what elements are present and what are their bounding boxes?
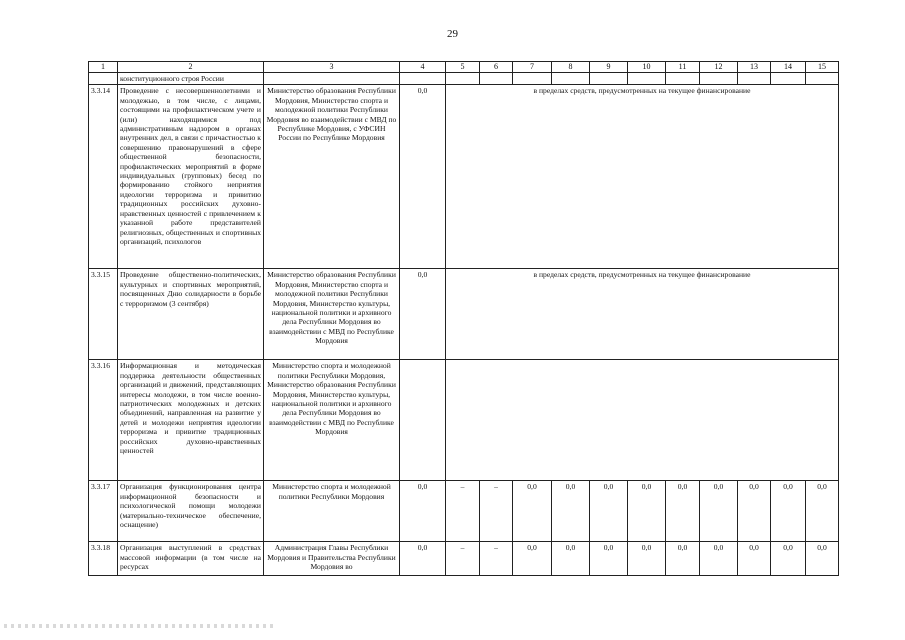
value-cell: – bbox=[446, 542, 480, 576]
value-cell: 0,0 bbox=[700, 542, 738, 576]
value-cell: 0,0 bbox=[806, 542, 839, 576]
value-cell: 0,0 bbox=[628, 481, 666, 542]
measure-description: Информационная и методическая поддержка деятельности общественных организаций и движений, представляющих интересы молодежи, в том числе военно-патриотических молодежных и детских объединений, направленная на развитие у детей и молодежи неприятия идеологии терроризма и привитие традиционных российских духовно-нравственных ценностей bbox=[118, 360, 264, 481]
col-header: 12 bbox=[700, 62, 738, 73]
table-row bbox=[89, 542, 839, 576]
table-row bbox=[89, 481, 839, 542]
measure-description: Организация функционирования центра информационной безопасности и психологической помощи молодежи (материально-техническое обеспечение, оснащение) bbox=[118, 481, 264, 542]
table-row bbox=[89, 269, 839, 360]
col-header: 9 bbox=[590, 62, 628, 73]
header-row bbox=[89, 62, 839, 73]
value-cell: 0,0 bbox=[400, 85, 446, 269]
value-cell: 0,0 bbox=[400, 269, 446, 360]
value-cell: 0,0 bbox=[806, 481, 839, 542]
table-row bbox=[89, 85, 839, 269]
col-header: 5 bbox=[446, 62, 480, 73]
value-cell: 0,0 bbox=[771, 542, 806, 576]
value-cell: 0,0 bbox=[552, 481, 590, 542]
value-cell: 0,0 bbox=[666, 481, 700, 542]
value-cell: 0,0 bbox=[738, 542, 771, 576]
measure-description: Организация выступлений в средствах массовой информации (в том числе на ресурсах bbox=[118, 542, 264, 576]
col-header: 7 bbox=[513, 62, 552, 73]
executor: Администрация Главы Республики Мордовия и Правительства Республики Мордовия во bbox=[264, 542, 400, 576]
scan-noise bbox=[4, 624, 274, 628]
col-header: 4 bbox=[400, 62, 446, 73]
row-number: 3.3.17 bbox=[89, 481, 118, 542]
value-cell: 0,0 bbox=[666, 542, 700, 576]
measure-description: Проведение общественно-политических, культурных и спортивных мероприятий, посвященных Дню солидарности в борьбе с терроризмом (3 сентября) bbox=[118, 269, 264, 360]
col-header: 11 bbox=[666, 62, 700, 73]
program-table bbox=[88, 61, 839, 576]
value-cell: 0,0 bbox=[513, 481, 552, 542]
col-header: 13 bbox=[738, 62, 771, 73]
value-cell: 0,0 bbox=[590, 481, 628, 542]
financing-note: в пределах средств, предусмотренных на текущее финансирование bbox=[446, 269, 839, 360]
value-cell: 0,0 bbox=[771, 481, 806, 542]
row-number: 3.3.16 bbox=[89, 360, 118, 481]
col-header: 8 bbox=[552, 62, 590, 73]
value-cell: – bbox=[480, 481, 513, 542]
executor: Министерство спорта и молодежной политики Республики Мордовия bbox=[264, 481, 400, 542]
value-cell: 0,0 bbox=[628, 542, 666, 576]
value-cell: 0,0 bbox=[400, 481, 446, 542]
financing-note: в пределах средств, предусмотренных на текущее финансирование bbox=[446, 85, 839, 269]
page-number: 29 bbox=[447, 28, 458, 40]
value-cell: 0,0 bbox=[700, 481, 738, 542]
executor: Министерство образования Республики Мордовия, Министерство спорта и молодежной политики Республики Мордовия, Министерство культуры, национальной политики и архивного дела Республики Мордовия во взаимодействии с МВД по Республике Мордовия bbox=[264, 269, 400, 360]
value-cell: 0,0 bbox=[400, 542, 446, 576]
continuation-row bbox=[89, 73, 839, 85]
measure-description: Проведение с несовершеннолетними и молодежью, в том числе, с лицами, состоящими на профилактическом учете и (или) находящимися под административным надзором в органах внутренних дел, в связи с причастностью к совершению правонарушений в сфере общественной безопасности, профилактических мероприятий в форме индивидуальных (групповых) бесед по формированию стойкого неприятия идеологии терроризма и привитию традиционных российских духовно-нравственных ценностей с привлечением к указанной работе представителей религиозных, общественных и спортивных организаций, психологов bbox=[118, 85, 264, 269]
value-cell: – bbox=[480, 542, 513, 576]
row-number: 3.3.15 bbox=[89, 269, 118, 360]
continuation-text: конституционного строя России bbox=[118, 73, 264, 85]
col-header: 1 bbox=[89, 62, 118, 73]
value-cell: 0,0 bbox=[513, 542, 552, 576]
col-header: 14 bbox=[771, 62, 806, 73]
row-number: 3.3.18 bbox=[89, 542, 118, 576]
value-cell: – bbox=[446, 481, 480, 542]
executor: Министерство образования Республики Мордовия, Министерство спорта и молодежной политики Республики Мордовия во взаимодействии с МВД по Республике Мордовия, с УФСИН России по Республике Мордовия bbox=[264, 85, 400, 269]
row-number: 3.3.14 bbox=[89, 85, 118, 269]
col-header: 15 bbox=[806, 62, 839, 73]
value-cell: 0,0 bbox=[738, 481, 771, 542]
col-header: 10 bbox=[628, 62, 666, 73]
value-cell: 0,0 bbox=[552, 542, 590, 576]
value-cell: 0,0 bbox=[590, 542, 628, 576]
col-header: 6 bbox=[480, 62, 513, 73]
col-header: 2 bbox=[118, 62, 264, 73]
table-row bbox=[89, 360, 839, 481]
executor: Министерство спорта и молодежной политики Республики Мордовия, Министерство образования Республики Мордовия, Министерство культуры, национальной политики и архивного дела Республики Мордовия во взаимодействии с МВД по Республике Мордовия bbox=[264, 360, 400, 481]
col-header: 3 bbox=[264, 62, 400, 73]
